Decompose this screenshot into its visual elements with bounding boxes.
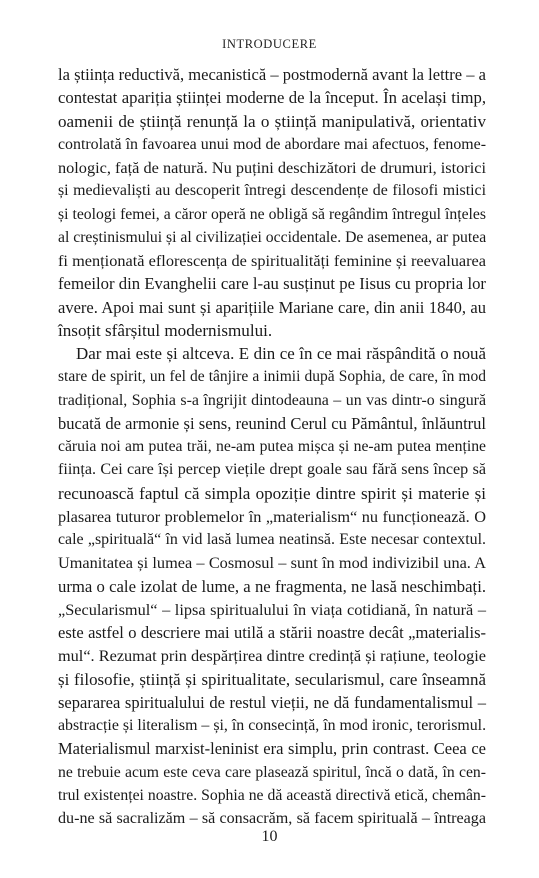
- text-line: avere. Apoi mai sunt și aparițiile Mariane care, din anii 1840, au: [58, 297, 486, 317]
- text-line: controlată în favoarea unui mod de abordare mai afectuos, fenome-: [58, 135, 486, 153]
- text-line: plasarea tuturor problemelor în „materialism“ nu funcționează. O: [58, 506, 486, 526]
- text-line: ființa. Cei care își percep viețile drept goale sau fără sens încep să: [58, 461, 486, 479]
- text-line: al creștinismului și al civilizației occidentale. De asemenea, ar putea: [58, 228, 487, 246]
- text-line: Materialismul marxist-leninist era simplu, prin contrast. Ceea ce: [58, 739, 486, 759]
- text-line: mul“. Rezumat prin despărțirea dintre credință și rațiune, teologie: [58, 646, 486, 666]
- text-line: du-ne să sacralizăm – să consacrăm, să facem spirituală – întreaga: [58, 810, 486, 827]
- text-line: ne trebuie acum este ceva care plasează spiritul, încă o dată, în cen-: [58, 763, 486, 781]
- text-line: este astfel o descriere mai utilă a stării noastre decât „materialis-: [58, 623, 486, 642]
- body-text: [58, 63, 486, 830]
- text-line: bucată de armonie și sens, reunind Cerul cu Pământul, înlăuntrul: [58, 413, 486, 433]
- text-line: nologic, față de natură. Nu puțini deschizători de drumuri, istorici: [58, 158, 486, 177]
- text-line: la știința reductivă, mecanistică – postmodernă avant la lettre – a: [58, 65, 486, 84]
- text-line: și filosofie, știință și spiritualitate, secularismul, care înseamnă: [58, 669, 486, 689]
- text-line: oamenii de știință renunță la o știință manipulativă, orientativ: [58, 111, 486, 131]
- text-line: cale „spirituală“ în vid lasă lumea neatinsă. Este necesar contextul.: [58, 531, 486, 548]
- text-line: Dar mai este și altceva. E din ce în ce mai răspândită o nouă: [76, 344, 486, 363]
- text-line: urma o cale izolat de lume, a ne fragmenta, ne lasă neschimbați.: [58, 576, 486, 596]
- page-number: 10: [261, 828, 278, 845]
- text-line: și teologi femei, a căror operă ne obligă să regândim întregul înțeles: [58, 205, 486, 223]
- text-line: stare de spirit, un fel de tânjire a inimii după Sophia, de care, în mod: [58, 368, 486, 386]
- text-line: fi menționată eflorescența de spiritualități feminine și reevaluarea: [58, 251, 486, 270]
- text-line: tradițional, Sophia s-a îngrijit dintodeauna – un vas dintr-o singură: [58, 391, 486, 409]
- text-line: separarea spiritualului de restul vieții, ne dă fundamentalismul –: [58, 692, 486, 712]
- text-line: căruia noi am putea trăi, ne-am putea mișca și ne-am putea menține: [58, 438, 486, 455]
- text-line: însoțit sfârșitul modernismului.: [58, 320, 273, 340]
- running-head: INTRODUCERE: [222, 37, 317, 51]
- text-line: Umanitatea și lumea – Cosmosul – sunt în mod indivizibil una. A: [58, 553, 486, 573]
- text-line: femeilor din Evanghelii care l-au susținut pe Iisus cu propria lor: [58, 274, 486, 294]
- text-line: recunoască faptul că simpla opoziție dintre spirit și materie și: [58, 483, 486, 503]
- text-line: „Secularismul“ – lipsa spiritualului în viața cotidiană, în natură –: [58, 599, 486, 619]
- text-line: abstracție și literalism – și, în consecință, în mod ironic, terorismul.: [58, 717, 487, 734]
- text-line: și medievaliști au descoperit întregi descendențe de filosofi mistici: [58, 182, 486, 200]
- text-line: trul existenței noastre. Sophia ne dă această directivă etică, chemân-: [58, 786, 486, 804]
- text-line: contestat apariția științei moderne de la început. În același timp,: [58, 88, 486, 108]
